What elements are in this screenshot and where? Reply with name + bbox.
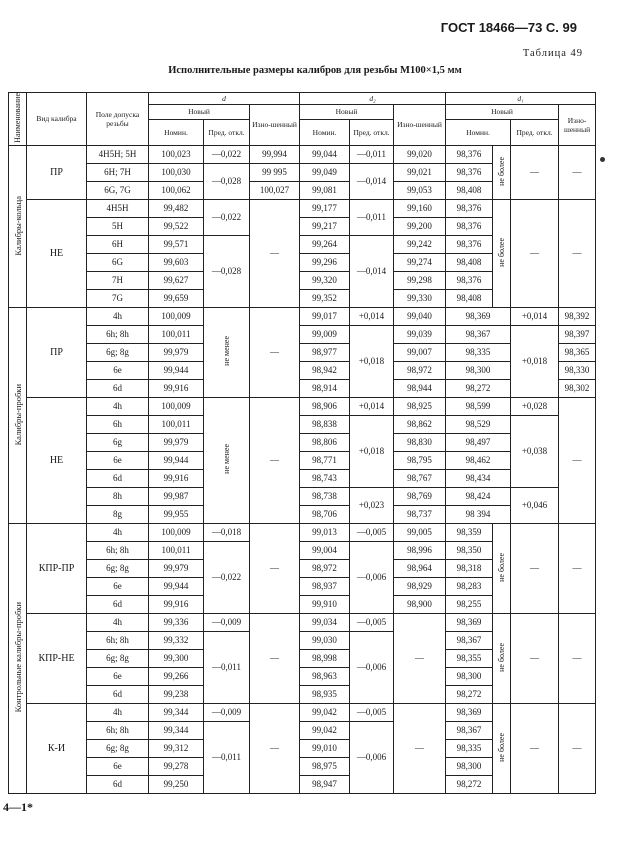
table-cell: 98,376 <box>446 271 493 289</box>
table-cell: — <box>250 199 300 307</box>
table-cell: 5Н <box>87 217 149 235</box>
col-vid: Вид калибра <box>27 93 87 146</box>
col-d2-nom: Номин. <box>300 119 350 145</box>
table-cell: 98,350 <box>446 541 493 559</box>
table-cell: —0,011 <box>350 199 394 235</box>
table-cell: 98,767 <box>394 469 446 487</box>
table-cell: —0,006 <box>350 541 394 613</box>
table-cell: 99,336 <box>149 613 204 631</box>
table-cell: 98,376 <box>446 235 493 253</box>
margin-dot <box>600 157 605 162</box>
table-cell: +0,014 <box>511 307 559 325</box>
doc-header: ГОСТ 18466—73 С. 99 <box>440 20 577 35</box>
table-cell: 6e <box>87 667 149 685</box>
table-cell: 98,397 <box>559 325 596 343</box>
table-cell: — <box>394 703 446 793</box>
table-cell: — <box>511 523 559 613</box>
table-cell: 100,009 <box>149 307 204 325</box>
table-cell: 98,272 <box>446 685 493 703</box>
table-cell: 4h <box>87 307 149 325</box>
table-cell: —0,028 <box>204 163 250 199</box>
table-row <box>9 397 596 415</box>
table-cell: 98,462 <box>446 451 511 469</box>
table-cell: 99,160 <box>394 199 446 217</box>
table-cell: 8h <box>87 487 149 505</box>
table-row <box>9 379 596 397</box>
table-cell: 99,007 <box>394 343 446 361</box>
table-cell: 99,298 <box>394 271 446 289</box>
table-cell: —0,011 <box>204 721 250 793</box>
table-cell: 98,408 <box>446 181 493 199</box>
table-cell: —0,022 <box>204 145 250 163</box>
table-cell: 4Н5Н <box>87 199 149 217</box>
table-row <box>9 145 596 163</box>
table-cell: 98,255 <box>446 595 493 613</box>
table-cell: +0,018 <box>350 415 394 487</box>
table-cell: 98,706 <box>300 505 350 523</box>
table-cell: +0,028 <box>511 397 559 415</box>
col-d-worn: Изно-шенный <box>250 105 300 146</box>
table-cell: 99,017 <box>300 307 350 325</box>
table-cell: 99,020 <box>394 145 446 163</box>
table-cell: 98,929 <box>394 577 446 595</box>
table-cell: 98,977 <box>300 343 350 361</box>
table-cell: 99,522 <box>149 217 204 235</box>
table-cell: 99,944 <box>149 451 204 469</box>
table-cell: 98,434 <box>446 469 511 487</box>
table-cell: 99,330 <box>394 289 446 307</box>
table-cell: 99,278 <box>149 757 204 775</box>
table-cell: 99,005 <box>394 523 446 541</box>
table-cell: 6h; 8h <box>87 631 149 649</box>
table-row <box>9 361 596 379</box>
table-row <box>9 343 596 361</box>
table-cell: 99,021 <box>394 163 446 181</box>
table-cell: +0,038 <box>511 415 559 487</box>
table-cell: 7G <box>87 289 149 307</box>
table-cell: 100,009 <box>149 397 204 415</box>
table-cell: 6d <box>87 469 149 487</box>
table-cell: — <box>559 199 596 307</box>
table-cell: — <box>250 523 300 613</box>
table-row <box>9 307 596 325</box>
table-cell: —0,014 <box>350 163 394 199</box>
group-control: Контрольные калибры-пробки <box>9 523 27 793</box>
table-cell: 6g; 8g <box>87 649 149 667</box>
table-cell: 99 995 <box>250 163 300 181</box>
dimensions-table <box>8 92 596 794</box>
table-cell: 6g; 8g <box>87 739 149 757</box>
table-cell: 98,900 <box>394 595 446 613</box>
col-d-dev: Пред. откл. <box>204 119 250 145</box>
table-cell: 98,599 <box>446 397 511 415</box>
table-cell: 99,659 <box>149 289 204 307</box>
table-cell: 99,944 <box>149 361 204 379</box>
table-cell: 100,011 <box>149 325 204 343</box>
table-cell: 100,027 <box>250 181 300 199</box>
table-cell: 98,972 <box>394 361 446 379</box>
table-cell: 99,979 <box>149 343 204 361</box>
table-cell: 99,332 <box>149 631 204 649</box>
table-cell: 99,053 <box>394 181 446 199</box>
table-cell: 98,771 <box>300 451 350 469</box>
table-cell: —0,018 <box>204 523 250 541</box>
table-cell: —0,022 <box>204 541 250 613</box>
table-cell: 98,318 <box>446 559 493 577</box>
table-cell: 4Н5Н; 5Н <box>87 145 149 163</box>
table-cell: 98,972 <box>300 559 350 577</box>
table-cell: 99,217 <box>300 217 350 235</box>
table-cell: 98,367 <box>446 721 493 739</box>
table-cell: 100,009 <box>149 523 204 541</box>
table-cell: —0,006 <box>350 721 394 793</box>
table-cell: —0,022 <box>204 199 250 235</box>
table-cell: 8g <box>87 505 149 523</box>
table-cell: —0,011 <box>204 631 250 703</box>
table-cell: — <box>511 703 559 793</box>
table-row <box>9 487 596 505</box>
table-cell: 98,283 <box>446 577 493 595</box>
table-cell: 99,910 <box>300 595 350 613</box>
table-cell: 98,365 <box>559 343 596 361</box>
table-cell: 6G <box>87 253 149 271</box>
table-cell: 6e <box>87 577 149 595</box>
table-cell: — <box>250 703 300 793</box>
table-cell: 98,737 <box>394 505 446 523</box>
table-cell: 6g; 8g <box>87 343 149 361</box>
table-cell: 98,738 <box>300 487 350 505</box>
col-d1-dev: Пред. откл. <box>511 119 559 145</box>
table-cell: 99,044 <box>300 145 350 163</box>
table-cell: 98,937 <box>300 577 350 595</box>
table-cell: 98,996 <box>394 541 446 559</box>
page-footer: 4—1* <box>3 800 33 814</box>
table-cell: 6g <box>87 433 149 451</box>
table-row <box>9 325 596 343</box>
table-cell: 99,042 <box>300 703 350 721</box>
table-cell: 100,062 <box>149 181 204 199</box>
table-cell: 7Н <box>87 271 149 289</box>
table-cell: 99,979 <box>149 559 204 577</box>
table-cell: 99,344 <box>149 703 204 721</box>
table-cell: 99,300 <box>149 649 204 667</box>
table-cell: 98,300 <box>446 757 493 775</box>
table-cell: 98,947 <box>300 775 350 793</box>
table-cell: 98,408 <box>446 289 493 307</box>
table-cell: 99,200 <box>394 217 446 235</box>
col-pole: Поле допуска резьбы <box>87 93 149 146</box>
table-cell: 98,862 <box>394 415 446 433</box>
table-cell: 98,963 <box>300 667 350 685</box>
table-cell: 98,335 <box>446 343 511 361</box>
gauge-type: ПР <box>27 145 87 199</box>
table-cell: +0,046 <box>511 487 559 523</box>
table-cell: — <box>250 397 300 523</box>
col-naim: Наименование <box>9 93 27 146</box>
table-cell: 6d <box>87 379 149 397</box>
table-cell: не менее <box>204 307 250 397</box>
gauge-type: К-И <box>27 703 87 793</box>
table-cell: 99,987 <box>149 487 204 505</box>
col-d2: d₂ <box>300 93 446 105</box>
table-row <box>9 703 596 721</box>
table-cell: 4h <box>87 613 149 631</box>
table-cell: 99,296 <box>300 253 350 271</box>
table-cell: 98,355 <box>446 649 493 667</box>
table-cell: — <box>559 523 596 613</box>
table-cell: 98,300 <box>446 667 493 685</box>
table-row <box>9 469 596 487</box>
table-cell: 6Н; 7Н <box>87 163 149 181</box>
table-row <box>9 523 596 541</box>
table-cell: +0,014 <box>350 307 394 325</box>
table-cell: —0,028 <box>204 235 250 307</box>
col-d1-new: Новый <box>446 105 559 120</box>
table-cell: 100,030 <box>149 163 204 181</box>
table-cell: 98,806 <box>300 433 350 451</box>
table-cell: 98,769 <box>394 487 446 505</box>
table-row <box>9 613 596 631</box>
table-cell: 99,274 <box>394 253 446 271</box>
table-cell: —0,009 <box>204 613 250 631</box>
table-cell: — <box>559 397 596 523</box>
table-cell: 99,250 <box>149 775 204 793</box>
table-row <box>9 415 596 433</box>
table-cell: 98,964 <box>394 559 446 577</box>
table-cell: 98,376 <box>446 199 493 217</box>
table-cell: 99,571 <box>149 235 204 253</box>
table-cell: 6h; 8h <box>87 721 149 739</box>
table-cell: 98,300 <box>446 361 511 379</box>
table-cell: 100,011 <box>149 541 204 559</box>
table-cell: 98 394 <box>446 505 511 523</box>
gauge-type: НЕ <box>27 397 87 523</box>
table-cell: — <box>511 199 559 307</box>
table-cell: 99,039 <box>394 325 446 343</box>
table-cell: 98,944 <box>394 379 446 397</box>
table-cell: 100,023 <box>149 145 204 163</box>
table-cell: 99,242 <box>394 235 446 253</box>
table-cell: +0,023 <box>350 487 394 523</box>
table-cell: 6h; 8h <box>87 541 149 559</box>
table-cell: 98,272 <box>446 775 493 793</box>
table-cell: 98,975 <box>300 757 350 775</box>
table-cell: 99,603 <box>149 253 204 271</box>
table-cell: 98,529 <box>446 415 511 433</box>
table-cell: 99,004 <box>300 541 350 559</box>
table-row <box>9 199 596 217</box>
table-cell: 99,040 <box>394 307 446 325</box>
table-cell: 4h <box>87 523 149 541</box>
table-cell: 6e <box>87 361 149 379</box>
table-cell: не более <box>493 145 511 199</box>
table-cell: 6Н <box>87 235 149 253</box>
col-d-nom: Номин. <box>149 119 204 145</box>
table-row <box>9 505 596 523</box>
table-cell: 98,302 <box>559 379 596 397</box>
table-cell: 98,359 <box>446 523 493 541</box>
table-label: Таблица 49 <box>522 48 583 59</box>
table-cell: 6d <box>87 775 149 793</box>
table-cell: 6g; 8g <box>87 559 149 577</box>
table-cell: 98,369 <box>446 613 493 631</box>
table-row <box>9 433 596 451</box>
table-cell: +0,018 <box>511 325 559 397</box>
group-plugs: Калибры-пробки <box>9 307 27 523</box>
table-cell: не более <box>493 523 511 613</box>
table-cell: 99,238 <box>149 685 204 703</box>
col-d1: d₁ <box>446 93 596 105</box>
table-cell: 99,955 <box>149 505 204 523</box>
table-cell: — <box>559 145 596 199</box>
table-cell: 98,369 <box>446 703 493 721</box>
table-cell: 98,942 <box>300 361 350 379</box>
table-cell: 98,935 <box>300 685 350 703</box>
table-cell: 6e <box>87 451 149 469</box>
table-cell: — <box>511 145 559 199</box>
table-cell: 4h <box>87 397 149 415</box>
col-d2-new: Новый <box>300 105 394 120</box>
table-cell: не более <box>493 703 511 793</box>
table-cell: 98,998 <box>300 649 350 667</box>
table-cell: 99,266 <box>149 667 204 685</box>
table-cell: 98,408 <box>446 253 493 271</box>
col-d-new: Новый <box>149 105 250 120</box>
gauge-type: НЕ <box>27 199 87 307</box>
table-cell: 98,367 <box>446 631 493 649</box>
table-cell: 99,049 <box>300 163 350 181</box>
table-cell: 99,030 <box>300 631 350 649</box>
table-cell: 99,482 <box>149 199 204 217</box>
table-cell: 100,011 <box>149 415 204 433</box>
table-cell: — <box>559 613 596 703</box>
table-cell: +0,018 <box>350 325 394 397</box>
table-cell: 99,916 <box>149 379 204 397</box>
col-d1-worn: Изно-шенный <box>559 105 596 146</box>
table-cell: 99,264 <box>300 235 350 253</box>
table-cell: 99,034 <box>300 613 350 631</box>
table-cell: 98,376 <box>446 217 493 235</box>
table-cell: 99,320 <box>300 271 350 289</box>
table-cell: 99,627 <box>149 271 204 289</box>
table-cell: 99,013 <box>300 523 350 541</box>
table-cell: 99,010 <box>300 739 350 757</box>
table-cell: 6h <box>87 415 149 433</box>
table-cell: 98,424 <box>446 487 511 505</box>
table-cell: 98,330 <box>559 361 596 379</box>
table-cell: 98,272 <box>446 379 511 397</box>
table-cell: 4h <box>87 703 149 721</box>
table-cell: 6d <box>87 685 149 703</box>
table-cell: 6G, 7G <box>87 181 149 199</box>
gauge-type: КПР-НЕ <box>27 613 87 703</box>
table-cell: 98,497 <box>446 433 511 451</box>
col-d2-worn: Изно-шенный <box>394 105 446 146</box>
table-cell: 99,177 <box>300 199 350 217</box>
table-cell: — <box>250 613 300 703</box>
col-d: d <box>149 93 300 105</box>
table-cell: 99,312 <box>149 739 204 757</box>
table-cell: 98,906 <box>300 397 350 415</box>
table-cell: 99,042 <box>300 721 350 739</box>
table-cell: 6e <box>87 757 149 775</box>
table-cell: 6h; 8h <box>87 325 149 343</box>
table-cell: —0,006 <box>350 631 394 703</box>
table-cell: 98,376 <box>446 145 493 163</box>
table-cell: 98,838 <box>300 415 350 433</box>
table-cell: 99,352 <box>300 289 350 307</box>
table-cell: не более <box>493 613 511 703</box>
table-cell: не менее <box>204 397 250 523</box>
table-cell: 99,344 <box>149 721 204 739</box>
table-cell: 98,367 <box>446 325 511 343</box>
table-cell: 98,376 <box>446 163 493 181</box>
table-cell: —0,011 <box>350 145 394 163</box>
col-d1-nom: Номин. <box>446 119 511 145</box>
table-cell: 99,916 <box>149 469 204 487</box>
table-cell: 98,369 <box>446 307 511 325</box>
table-cell: —0,005 <box>350 523 394 541</box>
col-d2-dev: Пред. откл. <box>350 119 394 145</box>
table-cell: 98,914 <box>300 379 350 397</box>
table-cell: — <box>559 703 596 793</box>
table-cell: —0,005 <box>350 613 394 631</box>
table-cell: —0,014 <box>350 235 394 307</box>
table-cell: 99,994 <box>250 145 300 163</box>
gauge-type: ПР <box>27 307 87 397</box>
group-rings: Калибры-кольца <box>9 145 27 307</box>
table-cell: 98,925 <box>394 397 446 415</box>
table-cell: —0,005 <box>350 703 394 721</box>
table-cell: 98,830 <box>394 433 446 451</box>
table-cell: +0,014 <box>350 397 394 415</box>
table-cell: 99,944 <box>149 577 204 595</box>
table-cell: — <box>394 613 446 703</box>
table-row <box>9 451 596 469</box>
table-cell: не более <box>493 199 511 307</box>
table-caption: Исполнительные размеры калибров для резьбы М100×1,5 мм <box>168 65 462 76</box>
table-cell: 99,916 <box>149 595 204 613</box>
table-cell: 6d <box>87 595 149 613</box>
table-cell: 98,335 <box>446 739 493 757</box>
gauge-type: КПР-ПР <box>27 523 87 613</box>
table-cell: 99,009 <box>300 325 350 343</box>
table-cell: —0,009 <box>204 703 250 721</box>
table-cell: 98,795 <box>394 451 446 469</box>
table-cell: 99,979 <box>149 433 204 451</box>
table-cell: 98,743 <box>300 469 350 487</box>
table-cell: — <box>511 613 559 703</box>
table-cell: — <box>250 307 300 397</box>
table-cell: 99,081 <box>300 181 350 199</box>
table-cell: 98,392 <box>559 307 596 325</box>
